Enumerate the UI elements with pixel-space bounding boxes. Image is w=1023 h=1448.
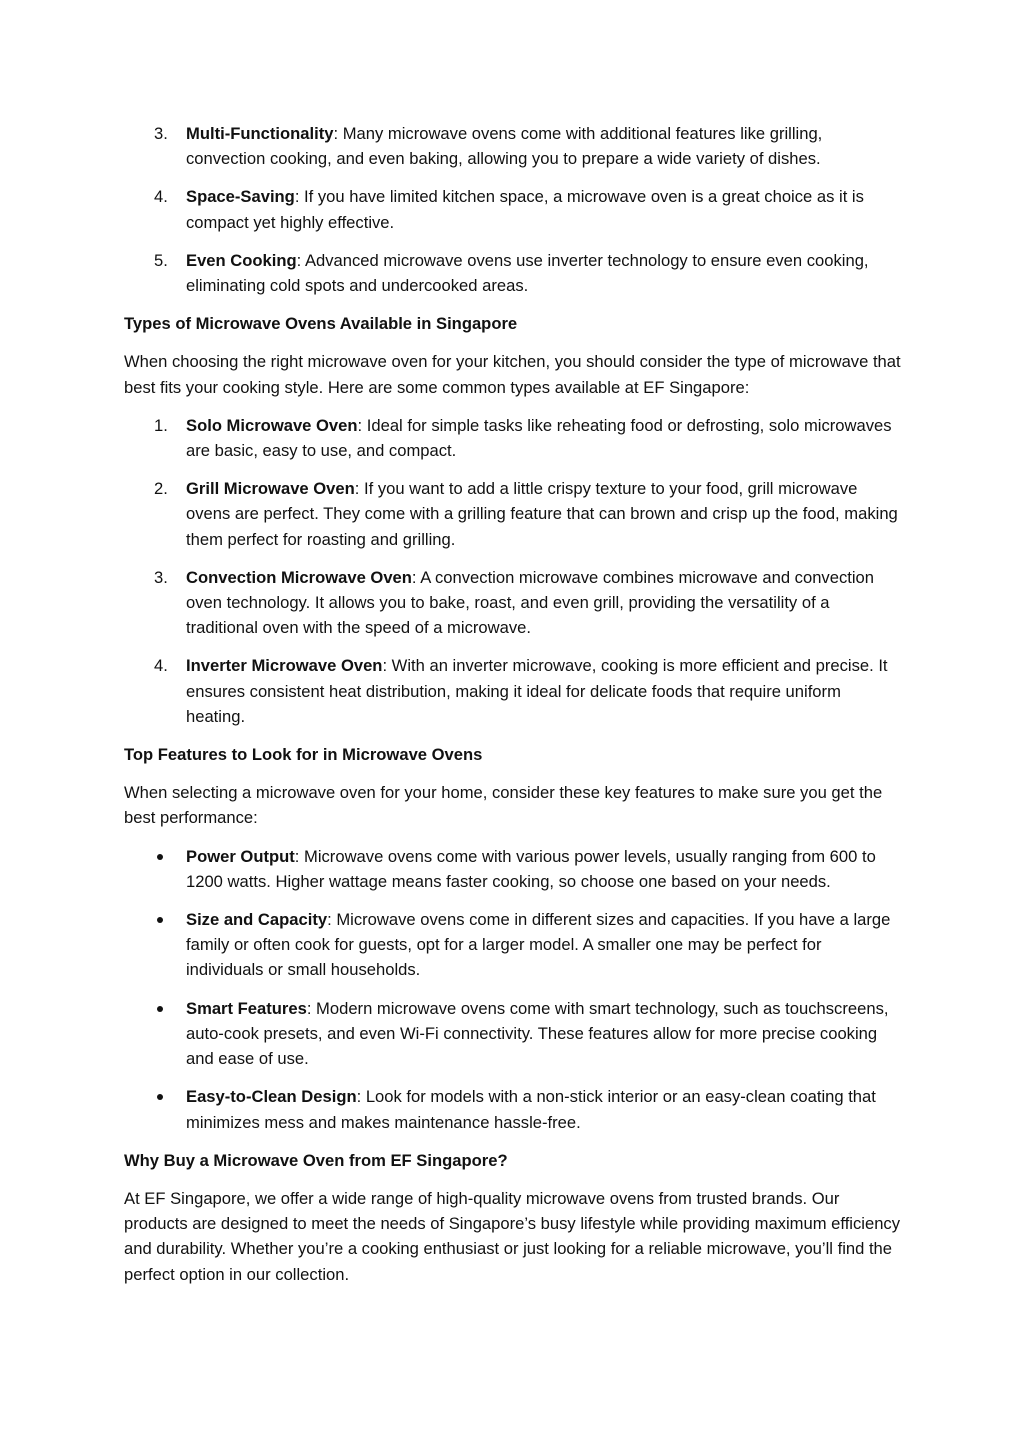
list-number: 4.: [154, 187, 168, 207]
list-number: 3.: [154, 567, 168, 587]
types-heading: Types of Microwave Ovens Available in Singapore: [124, 314, 518, 334]
list-item: [124, 844, 902, 894]
list-item: [124, 907, 902, 983]
list-item: [124, 184, 902, 234]
list-item: [124, 565, 902, 641]
bullet-icon: [157, 917, 163, 923]
list-item: [124, 121, 902, 171]
item-term: Power Output: [186, 846, 295, 866]
types-list: [124, 413, 902, 729]
item-text: : Advanced microwave ovens use inverter technology to ensure even cooking, eliminating cold spots and undercooked areas.: [186, 250, 869, 296]
list-number: 5.: [154, 250, 168, 270]
item-term: Even Cooking: [186, 250, 297, 270]
item-term: Inverter Microwave Oven: [186, 656, 383, 676]
item-text: : Microwave ovens come with various power levels, usually ranging from 600 to 1200 watts. Higher wattage means faster cooking, so choose one based on your needs.: [186, 846, 876, 891]
item-term: Size and Capacity: [186, 910, 328, 930]
list-number: 4.: [154, 656, 168, 676]
bullet-icon: [157, 854, 163, 860]
list-item: [124, 413, 902, 463]
item-term: Grill Microwave Oven: [186, 479, 355, 499]
features-heading: Top Features to Look for in Microwave Ovens: [124, 745, 483, 765]
item-term: Multi-Functionality: [186, 124, 334, 143]
types-intro: When choosing the right microwave oven for your kitchen, you should consider the type of microwave that best fits your cooking style. Here are some common types available at EF Singapore:: [124, 352, 901, 397]
features-intro: When selecting a microwave oven for your home, consider these key features to make sure you get the best performance:: [124, 783, 883, 828]
list-number: 1.: [154, 415, 168, 435]
item-text: : Many microwave ovens come with additional features like grilling, convection cooking, and even baking, allowing you to prepare a wide variety of dishes.: [186, 124, 823, 169]
why-body: At EF Singapore, we offer a wide range of high-quality microwave ovens from trusted brands. Our products are designed to meet the needs of Singapore’s busy lifestyle while providing maximum efficiency and durability. Whether you’re a cooking enthusiast or just looking for a reliable microwave, you’ll find the perfect option in our collection.: [124, 1188, 901, 1284]
item-text: : A convection microwave combines microwave and convection oven technology. It allows you to bake, roast, and even grill, providing the versatility of a traditional oven with the speed of a microwave.: [186, 567, 875, 638]
item-term: Solo Microwave Oven: [186, 415, 358, 435]
document-content: [124, 121, 902, 1300]
list-item: [124, 653, 902, 729]
item-text: : Microwave ovens come in different sizes and capacities. If you have a large family or often cook for guests, opt for a larger model. A smaller one may be perfect for individuals or small households.: [186, 910, 891, 980]
list-item: [124, 476, 902, 552]
bullet-icon: [157, 1006, 163, 1012]
list-item: [124, 1084, 902, 1134]
list-item: [124, 996, 902, 1072]
list-number: 3.: [154, 124, 168, 143]
item-term: Convection Microwave Oven: [186, 567, 412, 587]
bullet-icon: [157, 1094, 163, 1100]
item-text: : Ideal for simple tasks like reheating food or defrosting, solo microwaves are basic, easy to use, and compact.: [186, 415, 892, 461]
benefits-list: [124, 121, 902, 298]
list-number: 2.: [154, 479, 168, 499]
item-term: Space-Saving: [186, 187, 295, 207]
features-list: [124, 844, 902, 1135]
item-text: : If you want to add a little crispy texture to your food, grill microwave ovens are perfect. They come with a grilling feature that can brown and crisp up the food, making them perfect for roasting and grilling.: [186, 479, 898, 549]
item-text: : If you have limited kitchen space, a microwave oven is a great choice as it is compact yet highly effective.: [186, 187, 864, 232]
item-term: Smart Features: [186, 998, 307, 1018]
item-text: : Look for models with a non-stick interior or an easy-clean coating that minimizes mess and makes maintenance hassle-free.: [186, 1087, 876, 1132]
item-text: : Modern microwave ovens come with smart technology, such as touchscreens, auto-cook presets, and even Wi-Fi connectivity. These features allow for more precise cooking and ease of use.: [186, 998, 889, 1069]
list-item: [124, 248, 902, 298]
why-heading: Why Buy a Microwave Oven from EF Singapore?: [124, 1150, 508, 1170]
item-text: : With an inverter microwave, cooking is more efficient and precise. It ensures consistent heat distribution, making it ideal for delicate foods that require uniform heating.: [186, 656, 888, 726]
item-term: Easy-to-Clean Design: [186, 1087, 357, 1107]
